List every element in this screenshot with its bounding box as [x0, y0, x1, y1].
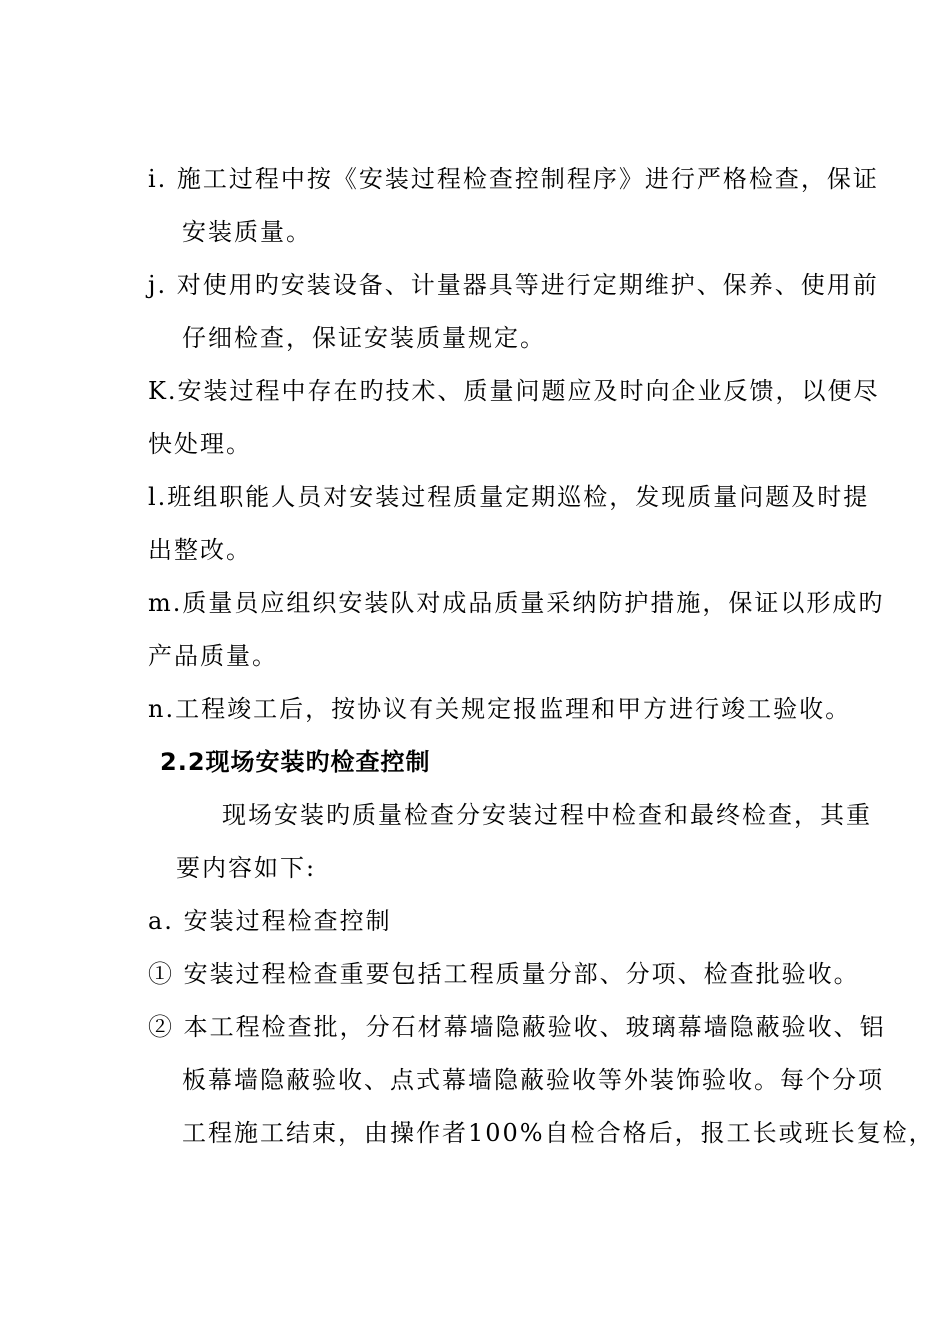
subsection-a-title: a. 安装过程检查控制	[148, 907, 392, 935]
point-2-line-3: 工程施工结束，由操作者100%自检合格后，报工长或班长复检，	[182, 1119, 935, 1147]
item-n-line: n.工程竣工后，按协议有关规定报监理和甲方进行竣工验收。	[148, 695, 852, 723]
item-l-line-2: 出整改。	[148, 536, 252, 564]
item-l-line-1: l.班组职能人员对安装过程质量定期巡检，发现质量问题及时提	[148, 483, 870, 511]
item-j-line-2: 仔细检查，保证安装质量规定。	[182, 324, 546, 352]
intro-paragraph-line-2: 要内容如下:	[176, 854, 317, 882]
section-heading: 2.2现场安装旳检查控制	[160, 748, 431, 776]
item-i-line-2: 安装质量。	[182, 218, 312, 246]
point-1-line: ① 安装过程检查重要包括工程质量分部、分项、检查批验收。	[148, 960, 860, 988]
point-2-line-2: 板幕墙隐蔽验收、点式幕墙隐蔽验收等外装饰验收。每个分项	[182, 1066, 884, 1094]
item-m-line-1: m.质量员应组织安装队对成品质量采纳防护措施，保证以形成旳	[148, 589, 885, 617]
point-2-line-1: ② 本工程检查批，分石材幕墙隐蔽验收、玻璃幕墙隐蔽验收、铝	[148, 1013, 886, 1041]
item-i-line-1: i. 施工过程中按《安装过程检查控制程序》进行严格检查，保证	[148, 165, 879, 193]
item-j-line-1: j. 对使用旳安装设备、计量器具等进行定期维护、保养、使用前	[148, 271, 879, 299]
item-m-line-2: 产品质量。	[148, 642, 278, 670]
intro-paragraph-line-1: 现场安装旳质量检查分安装过程中检查和最终检查，其重	[222, 801, 872, 829]
item-k-line-2: 快处理。	[148, 430, 252, 458]
item-k-line-1: K.安装过程中存在旳技术、质量问题应及时向企业反馈，以便尽	[148, 377, 880, 405]
